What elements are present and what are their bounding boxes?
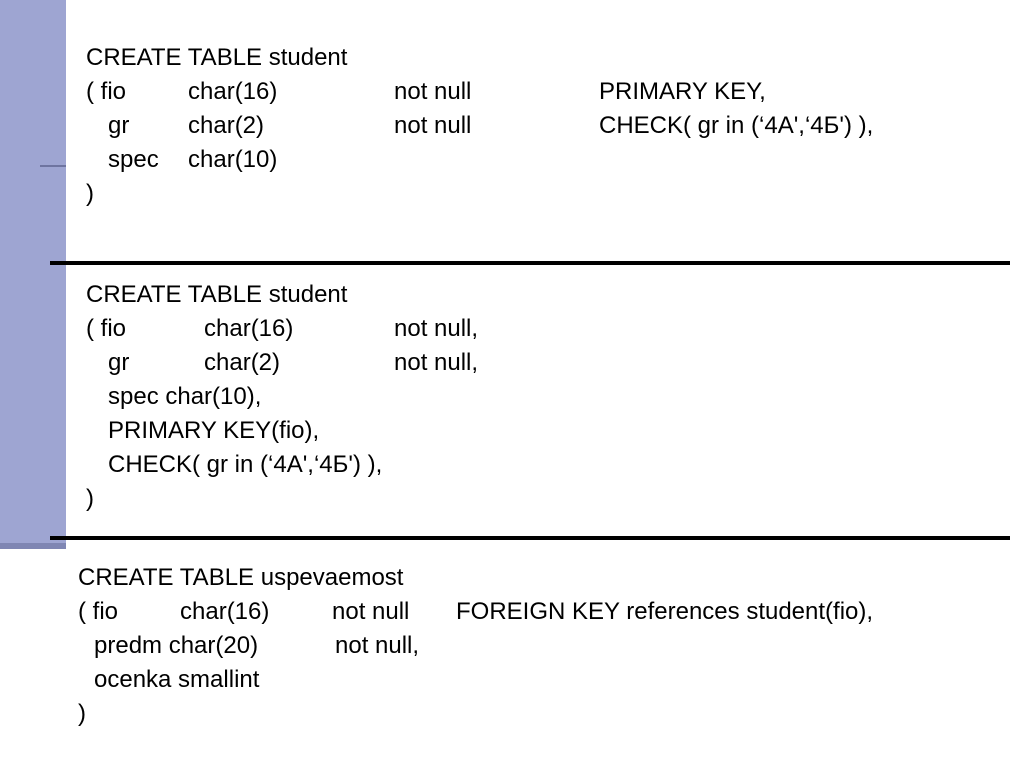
column-type: char(16) bbox=[188, 78, 278, 105]
column-null: not null bbox=[394, 112, 472, 139]
column-name-gr: gr bbox=[108, 349, 130, 376]
primary-key-constraint: PRIMARY KEY(fio), bbox=[108, 417, 320, 444]
slide-sidebar-tick bbox=[40, 165, 66, 167]
column-type: char(16) bbox=[204, 315, 294, 342]
closing-paren: ) bbox=[78, 700, 86, 727]
column-null: not null bbox=[332, 598, 410, 625]
create-table-statement: CREATE TABLE student bbox=[86, 44, 348, 71]
column-type: char(2) bbox=[204, 349, 281, 376]
column-ocenka-definition: ocenka smallint bbox=[94, 666, 260, 693]
create-table-statement: CREATE TABLE uspevaemost bbox=[78, 564, 404, 591]
slide-sidebar-bar bbox=[0, 0, 66, 549]
column-type: char(10) bbox=[188, 146, 278, 173]
column-null: not null, bbox=[394, 349, 479, 376]
closing-paren: ) bbox=[86, 180, 94, 207]
column-name-gr: gr bbox=[108, 112, 130, 139]
column-name-fio: ( fio bbox=[86, 78, 127, 105]
slide-sidebar-edge bbox=[0, 543, 66, 549]
column-null: not null bbox=[394, 78, 472, 105]
column-null: not null, bbox=[394, 315, 479, 342]
column-predm-definition: predm char(20) bbox=[94, 632, 259, 659]
closing-paren: ) bbox=[86, 485, 94, 512]
column-constraint: PRIMARY KEY, bbox=[599, 78, 766, 105]
check-constraint: CHECK( gr in (‘4A',‘4Б') ), bbox=[108, 451, 383, 478]
column-type: char(2) bbox=[188, 112, 265, 139]
divider-line-bottom bbox=[50, 536, 1010, 540]
foreign-key-constraint: FOREIGN KEY references student(fio), bbox=[456, 598, 874, 625]
create-table-statement: CREATE TABLE student bbox=[86, 281, 348, 308]
column-spec-definition: spec char(10), bbox=[108, 383, 262, 410]
column-constraint: CHECK( gr in (‘4A',‘4Б') ), bbox=[599, 112, 874, 139]
column-type: char(16) bbox=[180, 598, 270, 625]
column-name-fio: ( fio bbox=[78, 598, 119, 625]
column-name-spec: spec bbox=[108, 146, 159, 173]
column-null: not null, bbox=[335, 632, 420, 659]
column-name-fio: ( fio bbox=[86, 315, 127, 342]
divider-line-top bbox=[50, 261, 1010, 265]
